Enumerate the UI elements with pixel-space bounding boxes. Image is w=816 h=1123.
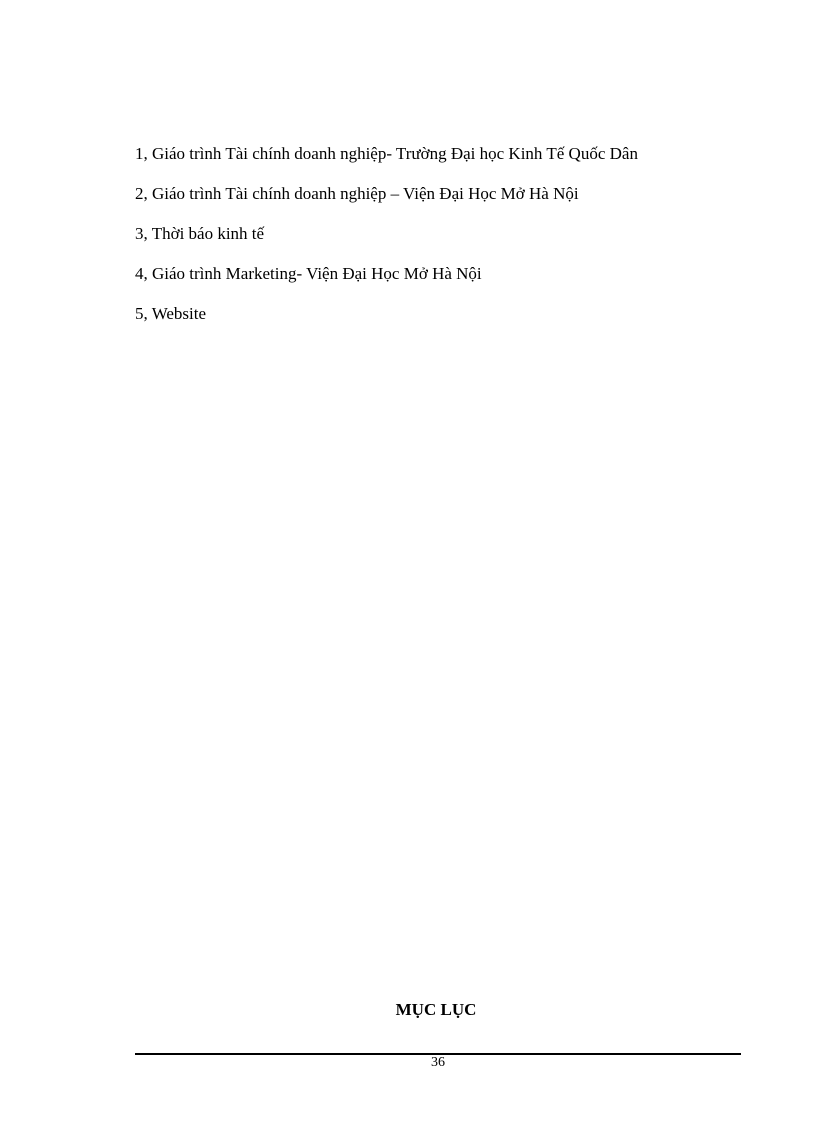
page-number: 36 bbox=[431, 1055, 445, 1070]
reference-item: 1, Giáo trình Tài chính doanh nghiệp- Trường Đại học Kinh Tế Quốc Dân bbox=[135, 144, 638, 163]
reference-item: 3, Thời báo kinh tế bbox=[135, 224, 265, 243]
reference-item: 4, Giáo trình Marketing- Viện Đại Học Mở Hà Nội bbox=[135, 264, 482, 283]
table-of-contents-heading: MỤC LỤC bbox=[395, 1000, 477, 1019]
reference-item: 5, Website bbox=[135, 304, 207, 323]
reference-list bbox=[135, 144, 755, 344]
reference-item: 2, Giáo trình Tài chính doanh nghiệp – Viện Đại Học Mở Hà Nội bbox=[135, 184, 579, 203]
